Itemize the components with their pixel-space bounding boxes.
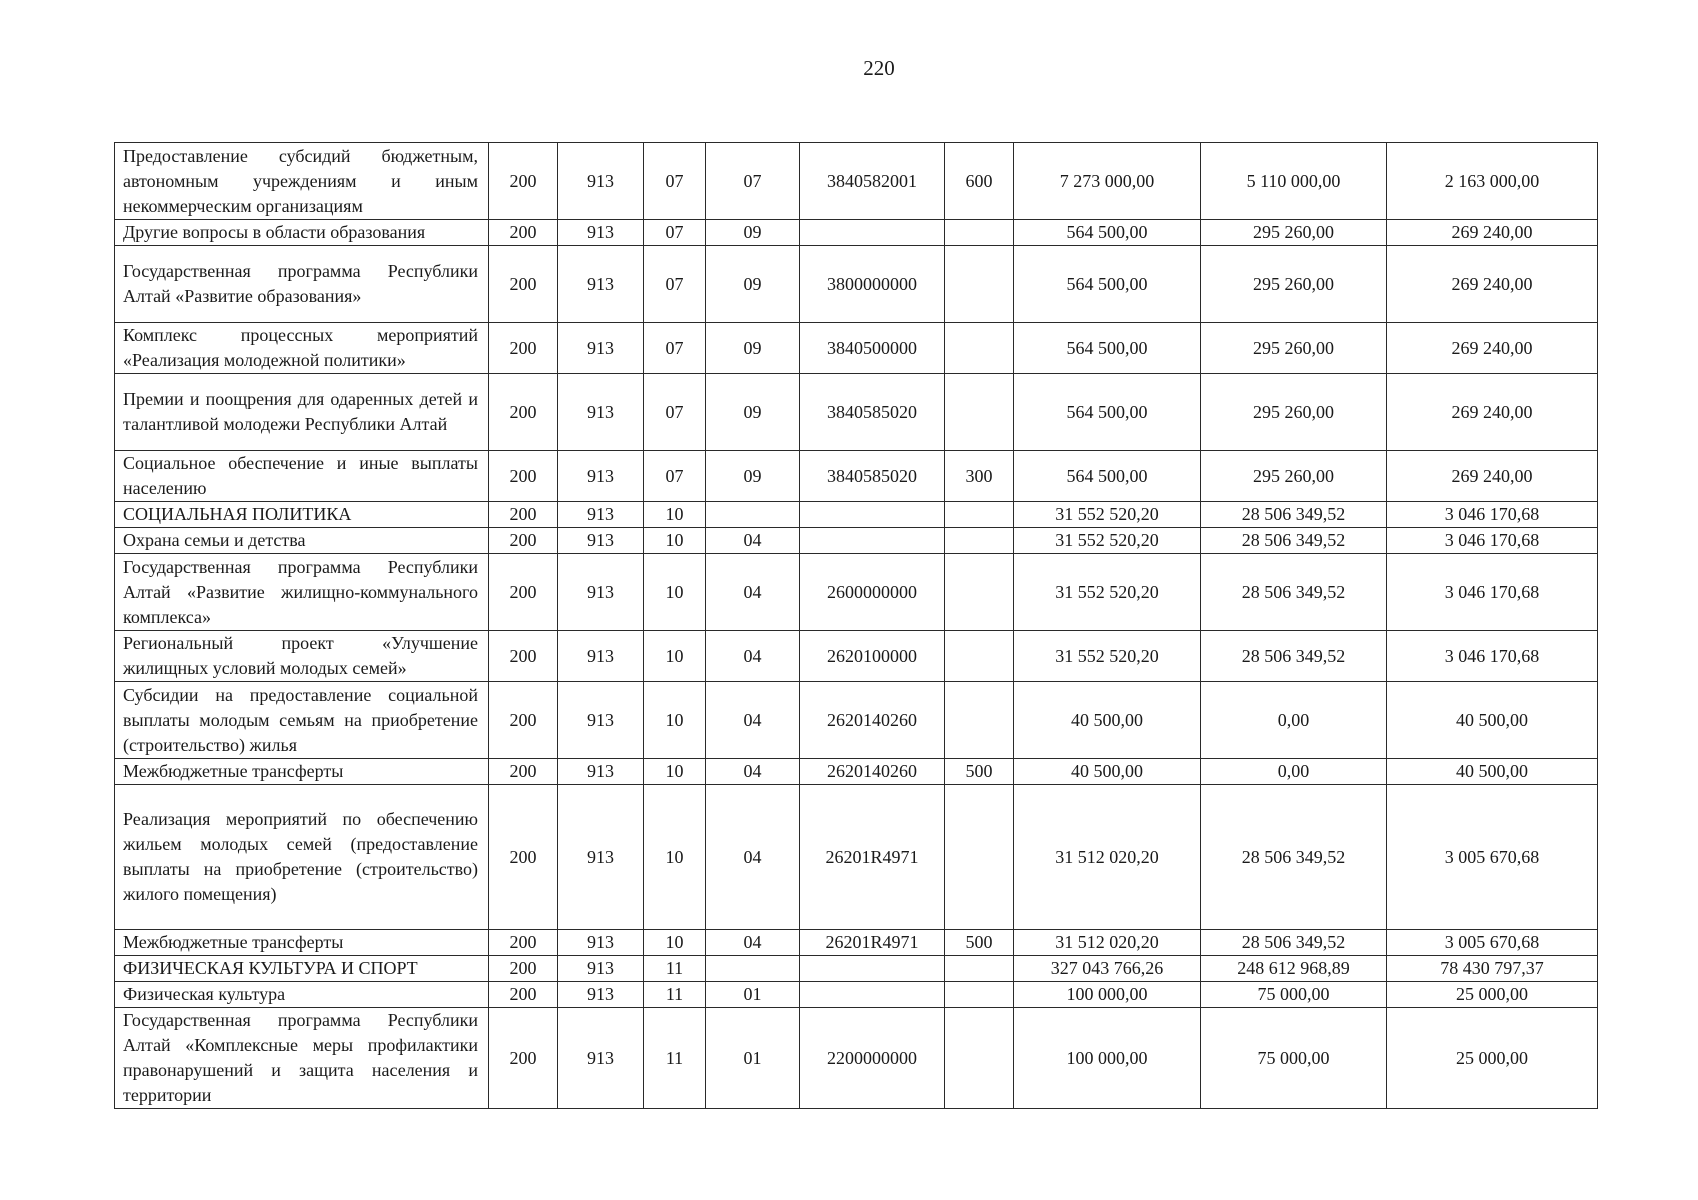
cell-name: Социальное обеспечение и иные выплаты населению [115,451,489,502]
cell-col3: 07 [644,374,706,451]
cell-total: 564 500,00 [1014,374,1201,451]
cell-amount-1: 75 000,00 [1201,982,1387,1008]
cell-col4: 04 [706,631,800,682]
cell-amount-1: 295 260,00 [1201,220,1387,246]
cell-amount-1: 28 506 349,52 [1201,785,1387,930]
cell-col3: 10 [644,502,706,528]
cell-col5: 3840500000 [800,323,945,374]
cell-col1: 200 [489,143,558,220]
cell-name: Предоставление субсидий бюджетным, автономным учреждениям и иным некоммерческим организациям [115,143,489,220]
cell-col1: 200 [489,1008,558,1109]
cell-name: Государственная программа Республики Алтай «Комплексные меры профилактики правонарушений и защита населения и территории [115,1008,489,1109]
cell-total: 40 500,00 [1014,759,1201,785]
cell-amount-2: 40 500,00 [1387,682,1598,759]
cell-col4 [706,956,800,982]
cell-col3: 11 [644,982,706,1008]
cell-col3: 10 [644,631,706,682]
table-row [115,785,1598,930]
cell-col6 [945,1008,1014,1109]
cell-col6 [945,528,1014,554]
cell-name: СОЦИАЛЬНАЯ ПОЛИТИКА [115,502,489,528]
cell-total: 564 500,00 [1014,246,1201,323]
cell-name: Реализация мероприятий по обеспечению жильем молодых семей (предоставление выплаты на приобретение (строительство) жилого помещения) [115,785,489,930]
cell-col6 [945,956,1014,982]
cell-amount-1: 5 110 000,00 [1201,143,1387,220]
cell-col3: 10 [644,785,706,930]
cell-col5: 2620100000 [800,631,945,682]
cell-col5 [800,982,945,1008]
cell-col5 [800,220,945,246]
cell-col6 [945,682,1014,759]
cell-col5 [800,502,945,528]
cell-col3: 11 [644,1008,706,1109]
cell-col2: 913 [558,143,644,220]
cell-name: Физическая культура [115,982,489,1008]
table-row [115,528,1598,554]
cell-col5 [800,528,945,554]
cell-amount-2: 269 240,00 [1387,220,1598,246]
table-row [115,143,1598,220]
cell-col3: 07 [644,323,706,374]
cell-amount-2: 3 046 170,68 [1387,554,1598,631]
cell-col6 [945,374,1014,451]
cell-total: 100 000,00 [1014,1008,1201,1109]
cell-total: 7 273 000,00 [1014,143,1201,220]
cell-col1: 200 [489,982,558,1008]
cell-col4: 01 [706,982,800,1008]
cell-amount-1: 295 260,00 [1201,451,1387,502]
cell-amount-1: 0,00 [1201,759,1387,785]
cell-col3: 07 [644,220,706,246]
cell-col1: 200 [489,759,558,785]
cell-amount-1: 28 506 349,52 [1201,528,1387,554]
cell-name: Государственная программа Республики Алтай «Развитие жилищно-коммунального комплекса» [115,554,489,631]
table-row [115,682,1598,759]
cell-col6: 300 [945,451,1014,502]
cell-amount-2: 25 000,00 [1387,982,1598,1008]
cell-col4: 04 [706,785,800,930]
cell-col1: 200 [489,502,558,528]
cell-col2: 913 [558,682,644,759]
table-row [115,1008,1598,1109]
cell-amount-1: 295 260,00 [1201,246,1387,323]
cell-amount-2: 25 000,00 [1387,1008,1598,1109]
cell-col1: 200 [489,374,558,451]
cell-amount-2: 269 240,00 [1387,323,1598,374]
cell-col2: 913 [558,956,644,982]
cell-amount-2: 2 163 000,00 [1387,143,1598,220]
cell-amount-1: 28 506 349,52 [1201,930,1387,956]
budget-table [114,142,1598,1109]
cell-col2: 913 [558,785,644,930]
cell-col4: 01 [706,1008,800,1109]
cell-name: Межбюджетные трансферты [115,759,489,785]
cell-amount-2: 3 046 170,68 [1387,631,1598,682]
cell-total: 31 512 020,20 [1014,930,1201,956]
cell-col2: 913 [558,759,644,785]
cell-col4: 09 [706,451,800,502]
cell-amount-2: 40 500,00 [1387,759,1598,785]
table-row [115,631,1598,682]
cell-col6: 500 [945,759,1014,785]
cell-col2: 913 [558,554,644,631]
cell-amount-2: 3 046 170,68 [1387,528,1598,554]
cell-col1: 200 [489,220,558,246]
cell-total: 31 552 520,20 [1014,528,1201,554]
cell-col1: 200 [489,785,558,930]
cell-col3: 10 [644,930,706,956]
cell-amount-1: 28 506 349,52 [1201,502,1387,528]
cell-col1: 200 [489,956,558,982]
cell-col2: 913 [558,631,644,682]
cell-col4: 09 [706,374,800,451]
cell-name: ФИЗИЧЕСКАЯ КУЛЬТУРА И СПОРТ [115,956,489,982]
cell-col2: 913 [558,220,644,246]
cell-col5: 26201R4971 [800,930,945,956]
cell-col5: 2600000000 [800,554,945,631]
cell-name: Премии и поощрения для одаренных детей и талантливой молодежи Республики Алтай [115,374,489,451]
cell-col1: 200 [489,323,558,374]
cell-total: 564 500,00 [1014,451,1201,502]
cell-col6: 600 [945,143,1014,220]
cell-col5: 3800000000 [800,246,945,323]
cell-total: 31 512 020,20 [1014,785,1201,930]
table-row [115,323,1598,374]
cell-col4: 07 [706,143,800,220]
cell-col5: 3840582001 [800,143,945,220]
cell-col5: 26201R4971 [800,785,945,930]
cell-col4: 04 [706,682,800,759]
cell-col1: 200 [489,930,558,956]
cell-col2: 913 [558,982,644,1008]
cell-name: Охрана семьи и детства [115,528,489,554]
cell-col3: 07 [644,143,706,220]
cell-col6 [945,982,1014,1008]
cell-col4: 04 [706,759,800,785]
cell-name: Государственная программа Республики Алтай «Развитие образования» [115,246,489,323]
cell-col2: 913 [558,1008,644,1109]
cell-col6 [945,246,1014,323]
cell-col2: 913 [558,528,644,554]
cell-col2: 913 [558,246,644,323]
cell-amount-1: 0,00 [1201,682,1387,759]
cell-col3: 11 [644,956,706,982]
cell-col3: 07 [644,246,706,323]
cell-name: Другие вопросы в области образования [115,220,489,246]
cell-name: Региональный проект «Улучшение жилищных условий молодых семей» [115,631,489,682]
cell-amount-1: 28 506 349,52 [1201,554,1387,631]
cell-col4: 04 [706,930,800,956]
cell-col1: 200 [489,246,558,323]
cell-col3: 10 [644,682,706,759]
cell-total: 31 552 520,20 [1014,631,1201,682]
cell-col3: 10 [644,528,706,554]
cell-col2: 913 [558,374,644,451]
table-row [115,246,1598,323]
cell-col3: 10 [644,554,706,631]
cell-total: 31 552 520,20 [1014,502,1201,528]
cell-col5: 3840585020 [800,374,945,451]
cell-col1: 200 [489,451,558,502]
table-row [115,930,1598,956]
cell-col4: 04 [706,528,800,554]
cell-col2: 913 [558,930,644,956]
cell-amount-1: 75 000,00 [1201,1008,1387,1109]
cell-col6 [945,554,1014,631]
cell-col4: 09 [706,246,800,323]
cell-amount-1: 295 260,00 [1201,323,1387,374]
cell-total: 31 552 520,20 [1014,554,1201,631]
cell-col1: 200 [489,631,558,682]
cell-col5: 2200000000 [800,1008,945,1109]
cell-amount-2: 269 240,00 [1387,246,1598,323]
cell-amount-2: 3 005 670,68 [1387,785,1598,930]
cell-col4 [706,502,800,528]
cell-col2: 913 [558,323,644,374]
cell-col2: 913 [558,502,644,528]
table-row [115,374,1598,451]
cell-total: 100 000,00 [1014,982,1201,1008]
table-row [115,759,1598,785]
cell-total: 564 500,00 [1014,323,1201,374]
cell-col4: 04 [706,554,800,631]
cell-col6 [945,502,1014,528]
cell-col6: 500 [945,930,1014,956]
cell-amount-1: 28 506 349,52 [1201,631,1387,682]
table-row [115,554,1598,631]
cell-name: Субсидии на предоставление социальной выплаты молодым семьям на приобретение (строительство) жилья [115,682,489,759]
cell-col2: 913 [558,451,644,502]
cell-total: 564 500,00 [1014,220,1201,246]
cell-amount-1: 295 260,00 [1201,374,1387,451]
cell-amount-2: 3 046 170,68 [1387,502,1598,528]
cell-amount-2: 3 005 670,68 [1387,930,1598,956]
cell-col6 [945,785,1014,930]
cell-name: Комплекс процессных мероприятий «Реализация молодежной политики» [115,323,489,374]
cell-col6 [945,323,1014,374]
cell-col5: 2620140260 [800,759,945,785]
table-row [115,220,1598,246]
page-number: 220 [863,56,895,80]
cell-col5: 2620140260 [800,682,945,759]
cell-total: 327 043 766,26 [1014,956,1201,982]
cell-col5 [800,956,945,982]
cell-col6 [945,220,1014,246]
table-row [115,956,1598,982]
table-row [115,502,1598,528]
cell-col1: 200 [489,528,558,554]
cell-col6 [945,631,1014,682]
cell-total: 40 500,00 [1014,682,1201,759]
cell-col3: 07 [644,451,706,502]
cell-amount-2: 78 430 797,37 [1387,956,1598,982]
cell-amount-1: 248 612 968,89 [1201,956,1387,982]
cell-col1: 200 [489,554,558,631]
cell-col5: 3840585020 [800,451,945,502]
cell-col3: 10 [644,759,706,785]
table-row [115,982,1598,1008]
cell-col4: 09 [706,323,800,374]
cell-amount-2: 269 240,00 [1387,451,1598,502]
table-row [115,451,1598,502]
cell-name: Межбюджетные трансферты [115,930,489,956]
cell-col4: 09 [706,220,800,246]
cell-amount-2: 269 240,00 [1387,374,1598,451]
cell-col1: 200 [489,682,558,759]
